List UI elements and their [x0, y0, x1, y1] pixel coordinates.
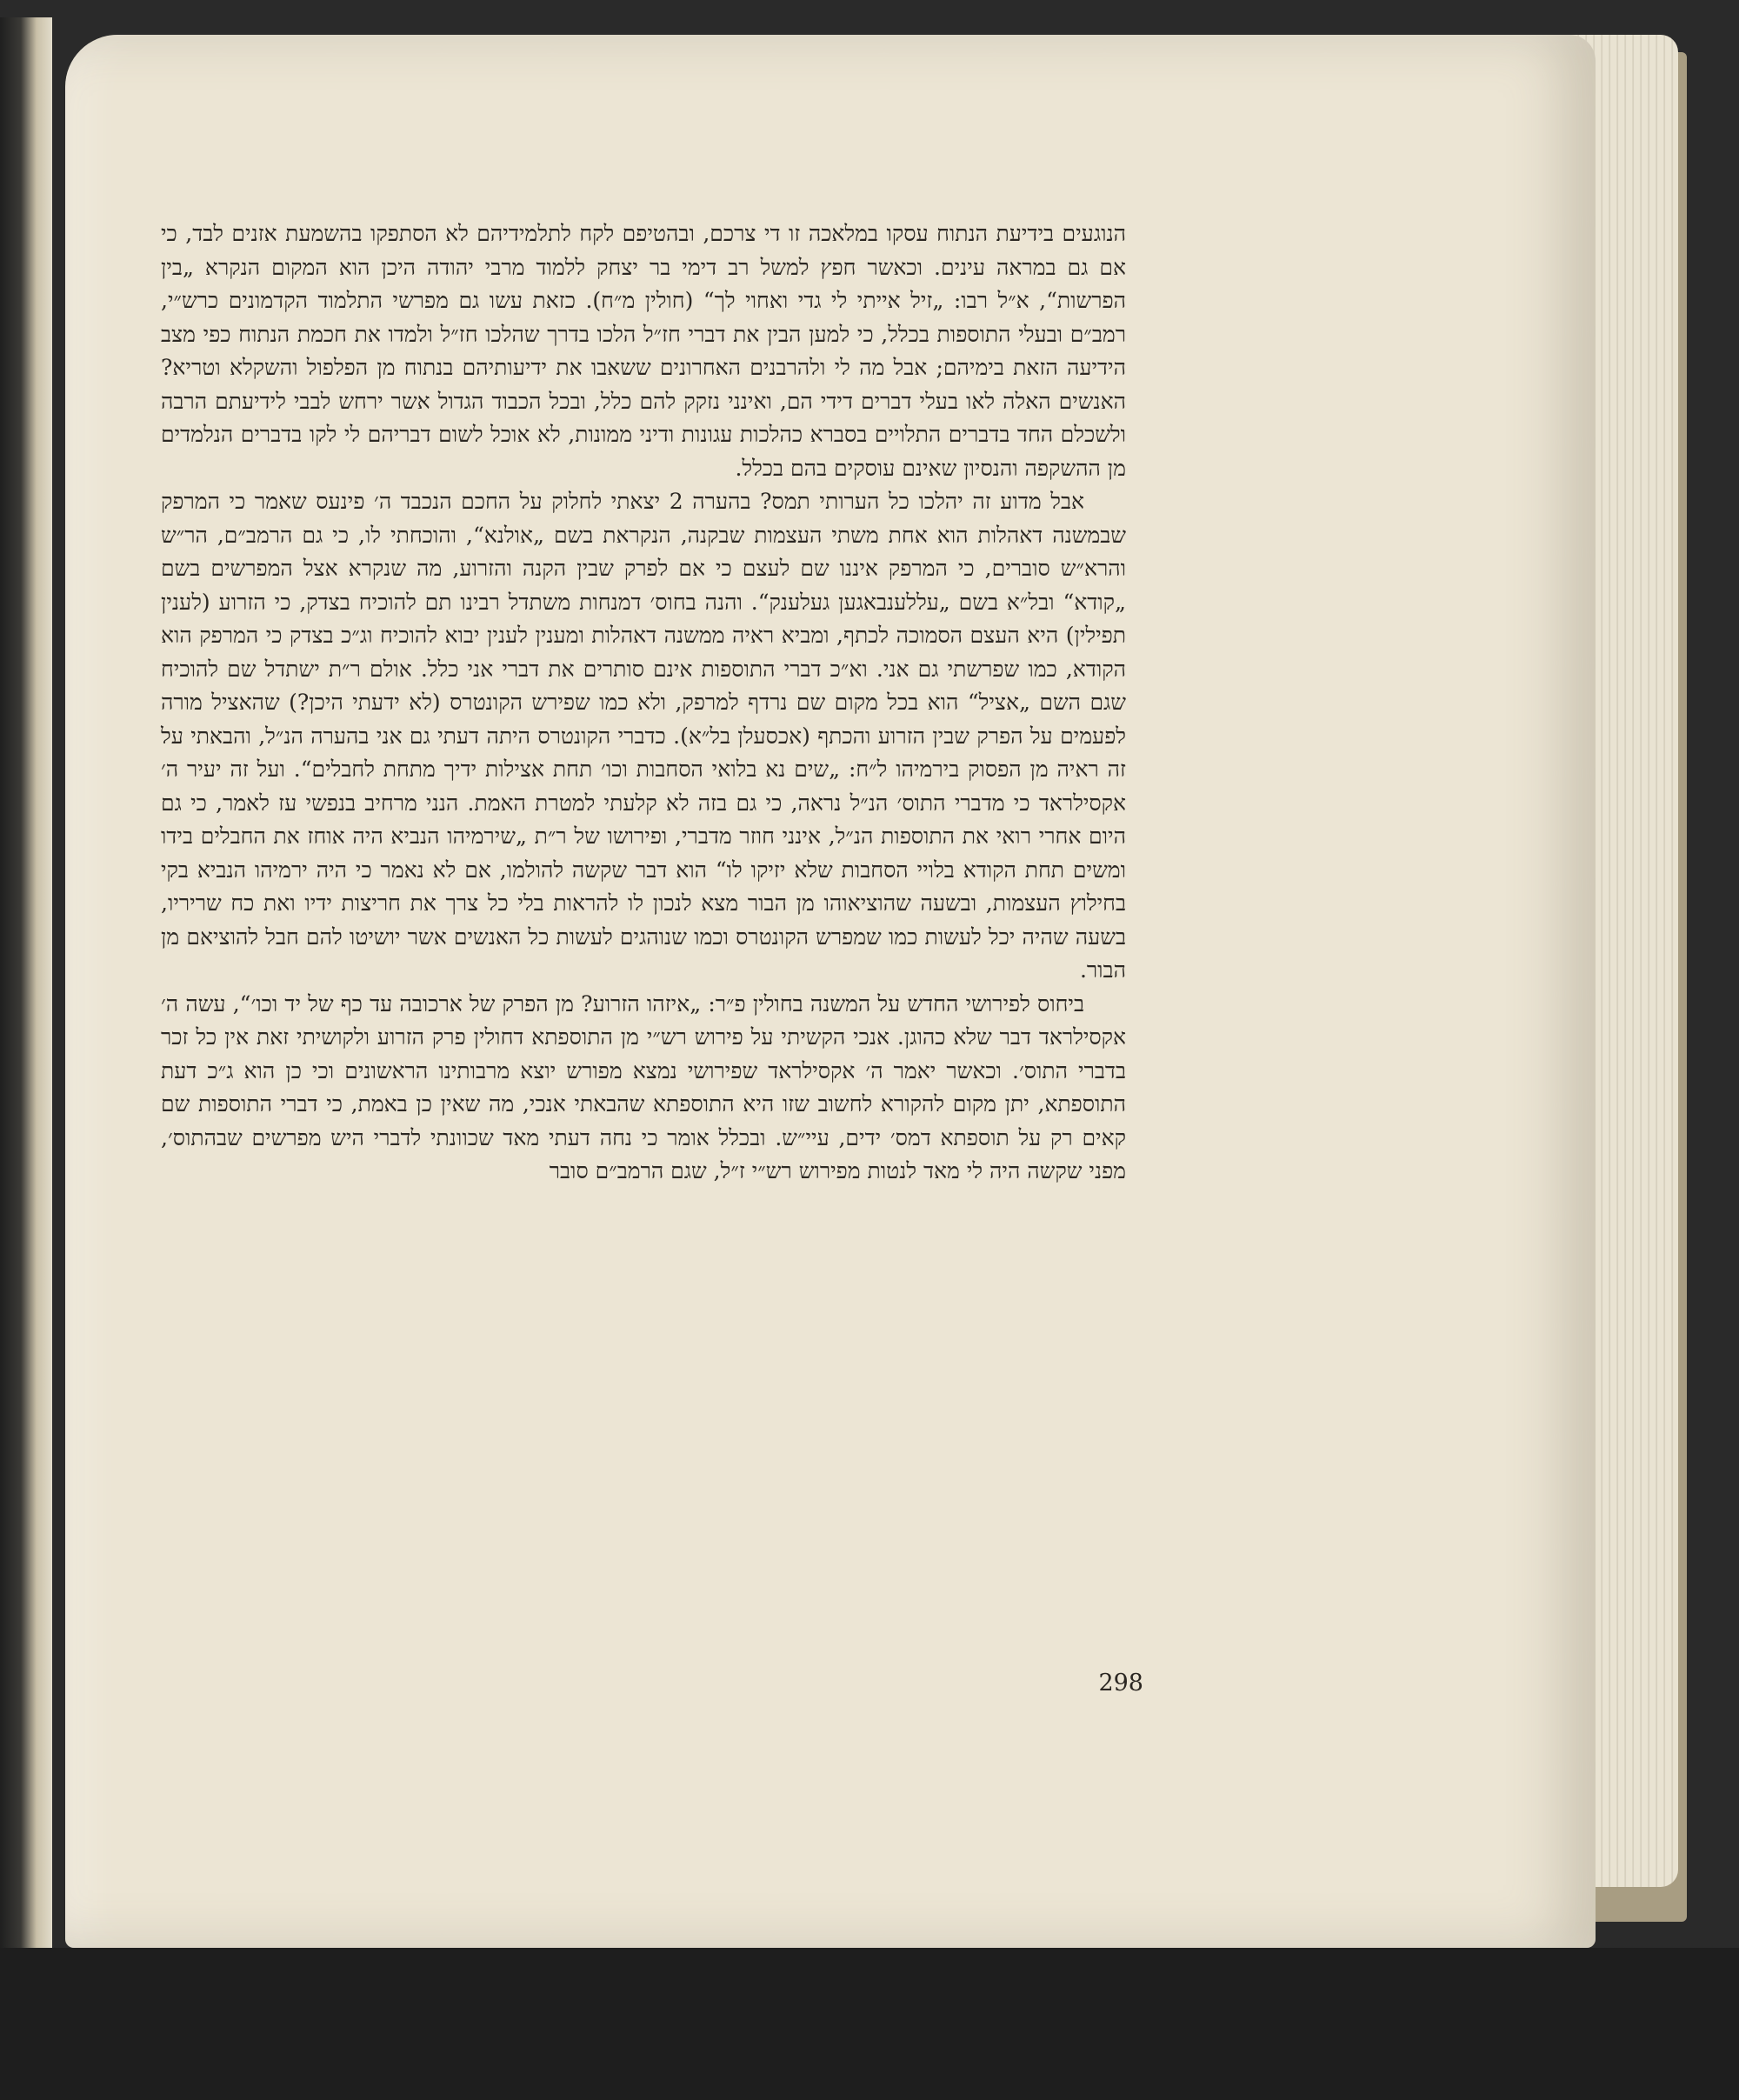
background-surface [0, 1948, 1739, 2100]
paragraph-3: ביחוס לפירושי החדש על המשנה בחולין פ״ר: „איזהו הזרוע? מן הפרק של ארכובה עד כף של יד וכו׳“, עשה ה׳ אקסילראד דבר שלא כהוגן. אנכי הקשיתי על פירוש רש״י מן התוספתא דחולין פרק הזרוע ולקושיתי זאת אין כל זכר בדברי התוס׳. וכאשר יאמר ה׳ אקסילראד שפירושי נמצא מפורש יוצא מרבותינו הראשונים וכי כן הוא ג״כ דעת התוספתא, יתן מקום להקורא לחשוב שזו היא התוספתא שהבאתי אנכי, מה שאין כן באמת, כי דברי התוספות שם קאים רק על תוספתא דמס׳ ידים, עיי״ש. ובכלל אומר כי נחה דעתי מאד שכוונתי לדברי היש מפרשים שבהתוס׳, מפני שקשה היה לי מאד לנטות מפירוש רש״י ז״ל, שגם הרמב״ם סובר [161, 990, 1126, 1183]
paragraph-2: אבל מדוע זה יהלכו כל הערותי תמס? בהערה 2 יצאתי לחלוק על החכם הנכבד ה׳ פינעס שאמר כי המרפק שבמשנה דאהלות הוא אחת משתי העצמות שבקנה, הנקראת בשם „אולנא“, והוכחתי לו, כי גם הרמב״ם, הר״ש והרא״ש סוברים, כי המרפק איננו שם לעצם כי אם לפרק שבין הקנה והזרוע, מה שנקרא אצל המפרשים בשם „קודא“ ובל״א בשם „עללענבאגען געלענק“. והנה בחוס׳ דמנחות משתדל רבינו תם להוכיח בצדק, כי הזרוע (לענין תפילין) היא העצם הסמוכה לכתף, ומביא ראיה ממשנה דאהלות ומענין לענין יבוא להוכיח וג״כ בצדק כי המרפק הוא הקודא, כמו שפרשתי גם אני. וא״כ דברי התוספות אינם סותרים את דברי אני כלל. אולם ר״ת ישתדל שם להוכיח שגם השם „אציל“ הוא בכל מקום שם נרדף למרפק, ולא כמו שפירש הקונטרס (לא ידעתי היכן?) שהאציל מורה לפעמים על הפרק שבין הזרוע והכתף (אכסעלן בל״א). כדברי הקונטרס היתה דעתי גם אני בהערה הנ״ל, והבאתי על זה ראיה מן הפסוק בירמיהו ל״ח: „שים נא בלואי הסחבות וכו׳ תחת אצילות ידיך מתחת לחבלים“. ועל זה יעיר ה׳ אקסילראד כי מדברי התוס׳ הנ״ל נראה, כי גם בזה לא קלעתי למטרת האמת. הנני מרחיב בנפשי עז לאמר, כי גם היום אחרי רואי את התוספות הנ״ל, אינני חוזר מדברי, ופירושו של ר״ת „שירמיהו הנביא היה אוחז את החבלים בידו ומשים תחת הקודא בלויי הסחבות שלא יזיקו לו“ הוא דבר שקשה להולמו, אם לא נאמר כי היה ירמיהו הנביא בקי בחילוץ העצמות, ובשעה שהוציאוהו מן הבור מצא לנכון לו להראות בלי כל צרך את חריצות ידיו ואת כח שריריו, בשעה שהיה יכל לעשות כמו שמפרש הקונטרס וכמו שנוהגים לעשות כל האנשים אשר יושיטו להם חבל להוציאם מן הבור. [161, 489, 1126, 983]
page-text [161, 217, 1126, 1189]
adjacent-book-edge [0, 17, 52, 1957]
page-number: 298 [1098, 1670, 1143, 1697]
paragraph-1: הנוגעים בידיעת הנתוח עסקו במלאכה זו די צרכם, ובהטיפם לקח לתלמידיהם לא הסתפקו בהשמעת אזנים לבד, כי אם גם במראה עינים. וכאשר חפץ למשל רב דימי בר יצחק ללמוד מרבי יהודה היכן הוא המקום הנקרא „בין הפרשות“, א״ל רבו: „זיל אייתי לי גדי ואחוי לך“ (חולין מ״ח). כזאת עשו גם מפרשי התלמוד הקדמונים כרש״י, רמב״ם ובעלי התוספות בכלל, כי למען הבין את דברי חז״ל הלכו בדרך שהלכו חז״ל ולמדו את חכמת הנתוח כפי מצב הידיעה הזאת בימיהם; אבל מה לי ולהרבנים האחרונים ששאבו את ידיעותיהם בנתוח מן הפלפול והשקלא וטריא? האנשים האלה לאו בעלי דברים דידי הם, ואינני נזקק להם כלל, ובכל הכבוד הגדול אשר ירחש לבבי לידיעתם הרבה ולשכלם החד בדברים התלויים בסברא כהלכות עגונות ודיני ממונות, לא אוכל לשום דבריהם לי לקו בדברים הנלמדים מן ההשקפה והנסיון שאינם עוסקים בהם בכלל. [161, 221, 1126, 481]
